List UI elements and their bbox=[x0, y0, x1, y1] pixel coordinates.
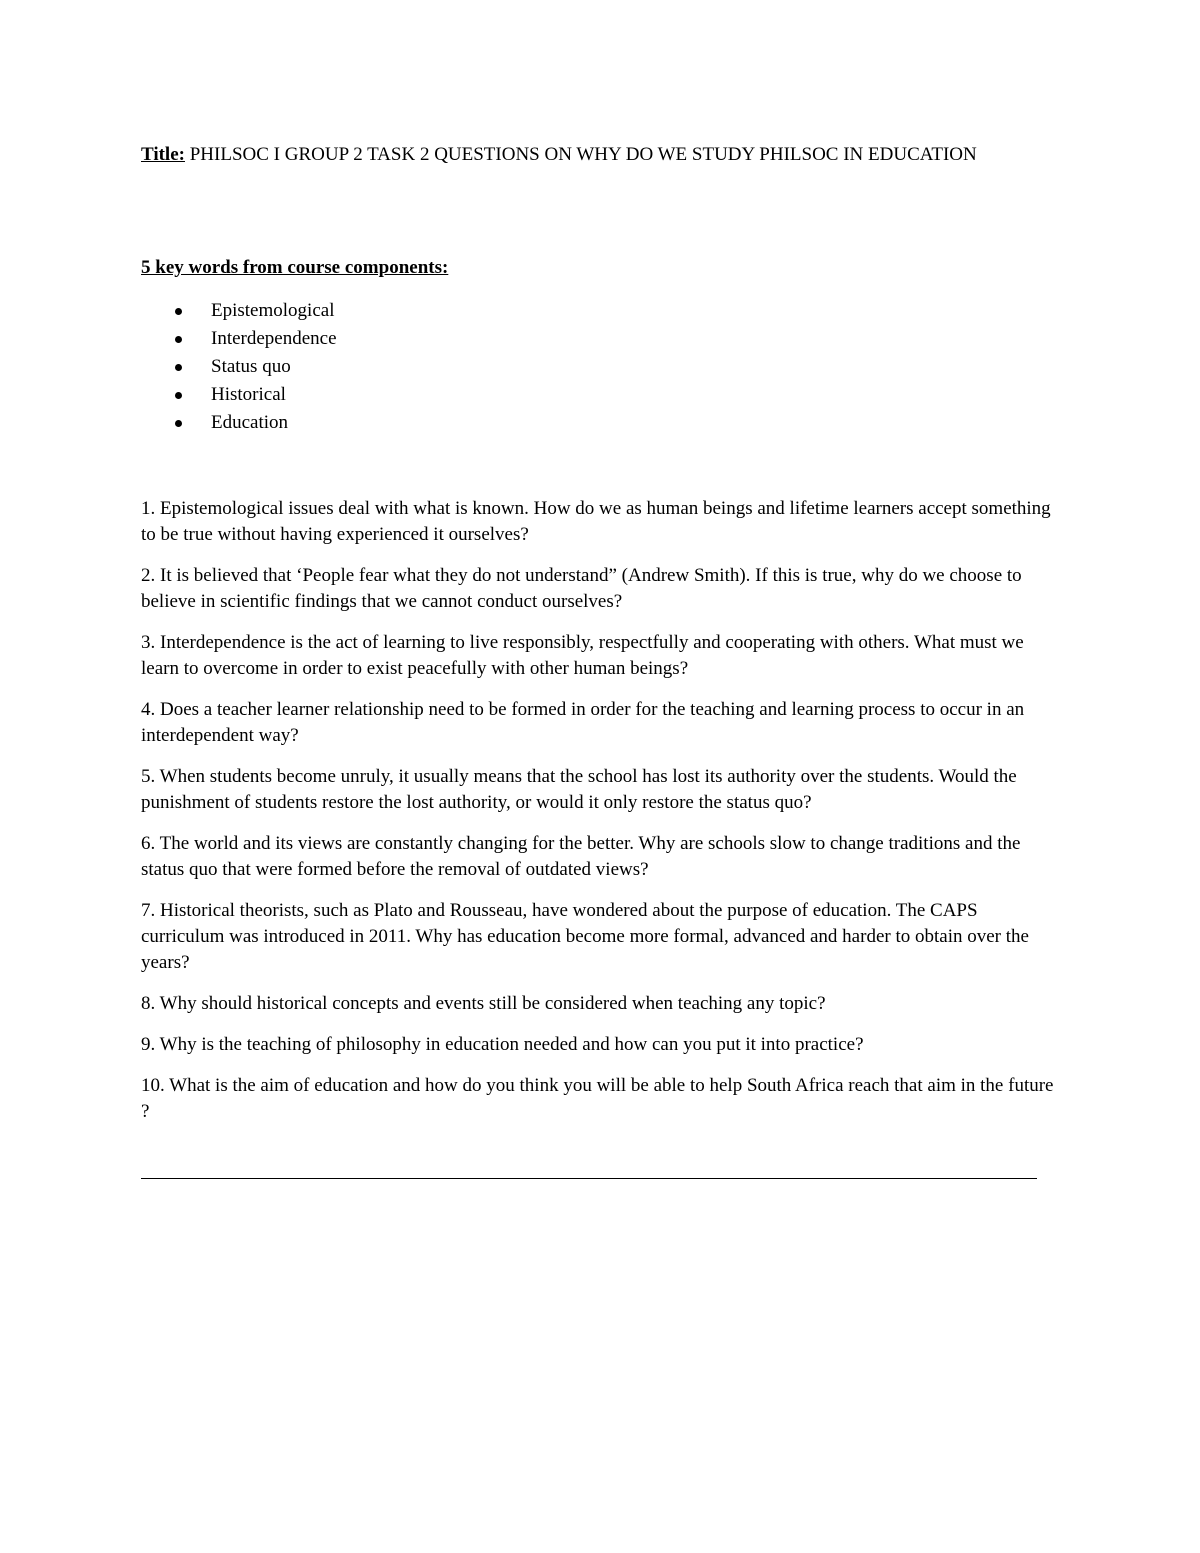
question-8: 8. Why should historical concepts and events still be considered when teaching any topic? bbox=[141, 993, 826, 1014]
keywords-heading: 5 key words from course components: bbox=[141, 257, 449, 278]
question-10: 10. What is the aim of education and how do you think you will be able to help South Africa reach that aim in the future ? bbox=[141, 1075, 1054, 1122]
title-label: Title: bbox=[141, 144, 185, 165]
keyword-label: Status quo bbox=[211, 356, 291, 377]
question-7: 7. Historical theorists, such as Plato and Rousseau, have wondered about the purpose of education. The CAPS curriculum was introduced in 2011. Why has education become more formal, advanced and harder to obtain over the years? bbox=[141, 900, 1029, 973]
title-text: PHILSOC I GROUP 2 TASK 2 QUESTIONS ON WHY DO WE STUDY PHILSOC IN EDUCATION bbox=[184, 144, 977, 165]
keyword-list bbox=[141, 297, 337, 437]
question-1: 1. Epistemological issues deal with what is known. How do we as human beings and lifetime learners accept something to be true without having experienced it ourselves? bbox=[141, 498, 1051, 545]
document-title bbox=[141, 141, 1041, 168]
keyword-label: Epistemological bbox=[211, 300, 335, 321]
question-3: 3. Interdependence is the act of learning to live responsibly, respectfully and cooperating with others. What must we learn to overcome in order to exist peacefully with other human beings? bbox=[141, 632, 1024, 679]
question-9: 9. Why is the teaching of philosophy in education needed and how can you put it into practice? bbox=[141, 1034, 864, 1055]
keyword-item bbox=[141, 297, 337, 325]
question-4: 4. Does a teacher learner relationship need to be formed in order for the teaching and learning process to occur in an interdependent way? bbox=[141, 699, 1025, 746]
question-list bbox=[141, 496, 1061, 1140]
keyword-item bbox=[141, 353, 337, 381]
bullet-icon bbox=[175, 308, 182, 315]
question-2: 2. It is believed that ‘People fear what they do not understand” (Andrew Smith). If this is true, why do we choose to believe in scientific findings that we cannot conduct ourselves? bbox=[141, 565, 1022, 612]
horizontal-rule bbox=[141, 1178, 1037, 1179]
bullet-icon bbox=[175, 420, 182, 427]
bullet-icon bbox=[175, 336, 182, 343]
question-5: 5. When students become unruly, it usually means that the school has lost its authority over the students. Would the punishment of students restore the lost authority, or would it only restore the status quo? bbox=[141, 766, 1017, 813]
bullet-icon bbox=[175, 392, 182, 399]
question-6: 6. The world and its views are constantly changing for the better. Why are schools slow to change traditions and the status quo that were formed before the removal of outdated views? bbox=[141, 833, 1021, 880]
keyword-item bbox=[141, 409, 337, 437]
keyword-label: Interdependence bbox=[211, 328, 337, 349]
keyword-label: Education bbox=[211, 412, 289, 433]
keyword-item bbox=[141, 381, 337, 409]
bullet-icon bbox=[175, 364, 182, 371]
keyword-item bbox=[141, 325, 337, 353]
keyword-label: Historical bbox=[211, 384, 286, 405]
